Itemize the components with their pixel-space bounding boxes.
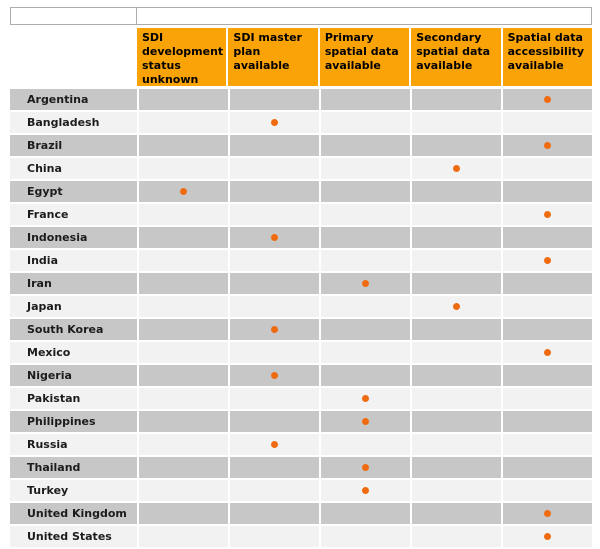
matrix-cell-secondary-spatial-data-available [412, 273, 501, 294]
matrix-cell-sdi-master-plan-available [230, 135, 319, 156]
matrix-cell-spatial-data-accessibility-available [503, 503, 592, 524]
matrix-cell-sdi-development-status-unknown [139, 204, 228, 225]
matrix-cell-primary-spatial-data-available [321, 342, 410, 363]
country-label: Bangladesh [10, 112, 137, 133]
status-dot-icon [544, 349, 551, 356]
country-label: Turkey [10, 480, 137, 501]
matrix-cell-spatial-data-accessibility-available [503, 273, 592, 294]
matrix-cell-sdi-development-status-unknown [139, 112, 228, 133]
status-dot-icon [544, 257, 551, 264]
country-row [10, 227, 592, 248]
matrix-cell-sdi-master-plan-available [230, 181, 319, 202]
matrix-cell-spatial-data-accessibility-available [503, 480, 592, 501]
matrix-cell-secondary-spatial-data-available [412, 388, 501, 409]
top-strip-left-cell [10, 7, 137, 25]
top-strip [10, 7, 592, 25]
matrix-cell-sdi-master-plan-available [230, 434, 319, 455]
matrix-cell-spatial-data-accessibility-available [503, 89, 592, 110]
matrix-cell-sdi-master-plan-available [230, 227, 319, 248]
matrix-cell-sdi-development-status-unknown [139, 319, 228, 340]
matrix-cell-sdi-master-plan-available [230, 204, 319, 225]
matrix-cell-primary-spatial-data-available [321, 365, 410, 386]
matrix-cell-spatial-data-accessibility-available [503, 526, 592, 547]
matrix-cell-sdi-master-plan-available [230, 112, 319, 133]
matrix-cell-spatial-data-accessibility-available [503, 411, 592, 432]
matrix-cell-spatial-data-accessibility-available [503, 135, 592, 156]
matrix-cell-primary-spatial-data-available [321, 411, 410, 432]
country-row [10, 434, 592, 455]
matrix-cell-sdi-master-plan-available [230, 273, 319, 294]
matrix-cell-primary-spatial-data-available [321, 296, 410, 317]
matrix-cell-sdi-development-status-unknown [139, 89, 228, 110]
status-dot-icon [180, 188, 187, 195]
matrix-cell-sdi-master-plan-available [230, 526, 319, 547]
matrix-cell-spatial-data-accessibility-available [503, 158, 592, 179]
country-row [10, 296, 592, 317]
matrix-cell-secondary-spatial-data-available [412, 158, 501, 179]
matrix-cell-sdi-master-plan-available [230, 342, 319, 363]
matrix-cell-sdi-master-plan-available [230, 158, 319, 179]
country-label: Russia [10, 434, 137, 455]
matrix-cell-sdi-master-plan-available [230, 89, 319, 110]
matrix-cell-primary-spatial-data-available [321, 135, 410, 156]
country-label: Brazil [10, 135, 137, 156]
matrix-cell-secondary-spatial-data-available [412, 112, 501, 133]
matrix-cell-sdi-master-plan-available [230, 296, 319, 317]
country-label: Egypt [10, 181, 137, 202]
country-row [10, 480, 592, 501]
country-label: South Korea [10, 319, 137, 340]
matrix-cell-sdi-development-status-unknown [139, 457, 228, 478]
matrix-cell-secondary-spatial-data-available [412, 319, 501, 340]
column-header-sdi-development-status-unknown: SDI development status unknown [137, 28, 226, 86]
country-row [10, 273, 592, 294]
matrix-cell-spatial-data-accessibility-available [503, 388, 592, 409]
matrix-cell-primary-spatial-data-available [321, 480, 410, 501]
column-headers [137, 28, 592, 86]
status-dot-icon [362, 464, 369, 471]
country-label: United States [10, 526, 137, 547]
matrix-cell-primary-spatial-data-available [321, 273, 410, 294]
header-row [10, 28, 592, 86]
country-row [10, 135, 592, 156]
matrix-cell-sdi-development-status-unknown [139, 250, 228, 271]
country-row [10, 457, 592, 478]
matrix-cell-secondary-spatial-data-available [412, 434, 501, 455]
country-row [10, 89, 592, 110]
country-label: Philippines [10, 411, 137, 432]
matrix-cell-secondary-spatial-data-available [412, 296, 501, 317]
matrix-cell-primary-spatial-data-available [321, 388, 410, 409]
matrix-cell-secondary-spatial-data-available [412, 89, 501, 110]
status-dot-icon [544, 510, 551, 517]
matrix-cell-spatial-data-accessibility-available [503, 296, 592, 317]
matrix-cell-spatial-data-accessibility-available [503, 365, 592, 386]
country-row [10, 388, 592, 409]
matrix-cell-sdi-development-status-unknown [139, 296, 228, 317]
matrix-body [10, 89, 592, 549]
matrix-cell-primary-spatial-data-available [321, 112, 410, 133]
matrix-cell-primary-spatial-data-available [321, 503, 410, 524]
matrix-cell-secondary-spatial-data-available [412, 227, 501, 248]
country-label: Indonesia [10, 227, 137, 248]
status-dot-icon [544, 96, 551, 103]
matrix-cell-sdi-master-plan-available [230, 365, 319, 386]
matrix-cell-sdi-development-status-unknown [139, 434, 228, 455]
matrix-cell-spatial-data-accessibility-available [503, 112, 592, 133]
country-label: Mexico [10, 342, 137, 363]
matrix-cell-spatial-data-accessibility-available [503, 227, 592, 248]
country-row [10, 411, 592, 432]
matrix-cell-primary-spatial-data-available [321, 319, 410, 340]
matrix-cell-spatial-data-accessibility-available [503, 250, 592, 271]
matrix-cell-primary-spatial-data-available [321, 457, 410, 478]
country-label: Japan [10, 296, 137, 317]
matrix-cell-primary-spatial-data-available [321, 227, 410, 248]
top-strip-right-cell [137, 7, 592, 25]
matrix-cell-spatial-data-accessibility-available [503, 181, 592, 202]
matrix-cell-spatial-data-accessibility-available [503, 342, 592, 363]
status-dot-icon [362, 418, 369, 425]
country-label: Thailand [10, 457, 137, 478]
column-header-secondary-spatial-data-available: Secondary spatial data available [411, 28, 500, 86]
matrix-cell-secondary-spatial-data-available [412, 135, 501, 156]
status-dot-icon [271, 119, 278, 126]
matrix-cell-sdi-development-status-unknown [139, 135, 228, 156]
column-header-sdi-master-plan-available: SDI master plan available [228, 28, 317, 86]
country-row [10, 526, 592, 547]
matrix-cell-sdi-development-status-unknown [139, 158, 228, 179]
matrix-cell-sdi-master-plan-available [230, 388, 319, 409]
country-row [10, 204, 592, 225]
matrix-cell-primary-spatial-data-available [321, 204, 410, 225]
status-dot-icon [362, 395, 369, 402]
matrix-cell-primary-spatial-data-available [321, 158, 410, 179]
country-row [10, 112, 592, 133]
country-label: Pakistan [10, 388, 137, 409]
status-dot-icon [271, 234, 278, 241]
matrix-cell-sdi-master-plan-available [230, 480, 319, 501]
matrix-cell-secondary-spatial-data-available [412, 365, 501, 386]
country-label: Iran [10, 273, 137, 294]
country-row [10, 181, 592, 202]
matrix-cell-spatial-data-accessibility-available [503, 434, 592, 455]
matrix-cell-secondary-spatial-data-available [412, 480, 501, 501]
matrix-cell-sdi-master-plan-available [230, 319, 319, 340]
matrix-cell-sdi-development-status-unknown [139, 181, 228, 202]
matrix-cell-secondary-spatial-data-available [412, 342, 501, 363]
matrix-cell-secondary-spatial-data-available [412, 181, 501, 202]
matrix-cell-spatial-data-accessibility-available [503, 319, 592, 340]
country-label: China [10, 158, 137, 179]
matrix-cell-sdi-development-status-unknown [139, 273, 228, 294]
matrix-cell-sdi-development-status-unknown [139, 526, 228, 547]
matrix-cell-secondary-spatial-data-available [412, 526, 501, 547]
matrix-cell-sdi-master-plan-available [230, 457, 319, 478]
country-row [10, 319, 592, 340]
matrix-cell-primary-spatial-data-available [321, 89, 410, 110]
matrix-cell-sdi-development-status-unknown [139, 503, 228, 524]
status-dot-icon [544, 142, 551, 149]
status-dot-icon [271, 441, 278, 448]
country-row [10, 365, 592, 386]
country-row [10, 250, 592, 271]
country-row [10, 342, 592, 363]
matrix-cell-sdi-development-status-unknown [139, 480, 228, 501]
matrix-cell-primary-spatial-data-available [321, 181, 410, 202]
country-label: India [10, 250, 137, 271]
status-dot-icon [453, 303, 460, 310]
corner-cell [10, 28, 137, 86]
matrix-cell-primary-spatial-data-available [321, 526, 410, 547]
status-dot-icon [544, 533, 551, 540]
matrix-cell-spatial-data-accessibility-available [503, 204, 592, 225]
matrix-cell-sdi-development-status-unknown [139, 342, 228, 363]
status-dot-icon [271, 326, 278, 333]
country-label: United Kingdom [10, 503, 137, 524]
matrix-cell-sdi-development-status-unknown [139, 227, 228, 248]
status-dot-icon [453, 165, 460, 172]
matrix-cell-spatial-data-accessibility-available [503, 457, 592, 478]
matrix-cell-secondary-spatial-data-available [412, 204, 501, 225]
status-dot-icon [362, 280, 369, 287]
status-dot-icon [544, 211, 551, 218]
matrix-cell-secondary-spatial-data-available [412, 411, 501, 432]
column-header-spatial-data-accessibility-available: Spatial data accessibility available [503, 28, 592, 86]
matrix-cell-primary-spatial-data-available [321, 250, 410, 271]
column-header-primary-spatial-data-available: Primary spatial data available [320, 28, 409, 86]
matrix-cell-sdi-development-status-unknown [139, 365, 228, 386]
status-dot-icon [271, 372, 278, 379]
matrix-cell-sdi-master-plan-available [230, 250, 319, 271]
matrix-cell-sdi-master-plan-available [230, 411, 319, 432]
matrix-cell-secondary-spatial-data-available [412, 250, 501, 271]
country-row [10, 158, 592, 179]
country-label: Argentina [10, 89, 137, 110]
country-label: Nigeria [10, 365, 137, 386]
country-label: France [10, 204, 137, 225]
matrix-cell-primary-spatial-data-available [321, 434, 410, 455]
matrix-cell-secondary-spatial-data-available [412, 457, 501, 478]
matrix-cell-sdi-development-status-unknown [139, 411, 228, 432]
status-dot-icon [362, 487, 369, 494]
matrix-cell-secondary-spatial-data-available [412, 503, 501, 524]
matrix-cell-sdi-master-plan-available [230, 503, 319, 524]
country-row [10, 503, 592, 524]
matrix-cell-sdi-development-status-unknown [139, 388, 228, 409]
